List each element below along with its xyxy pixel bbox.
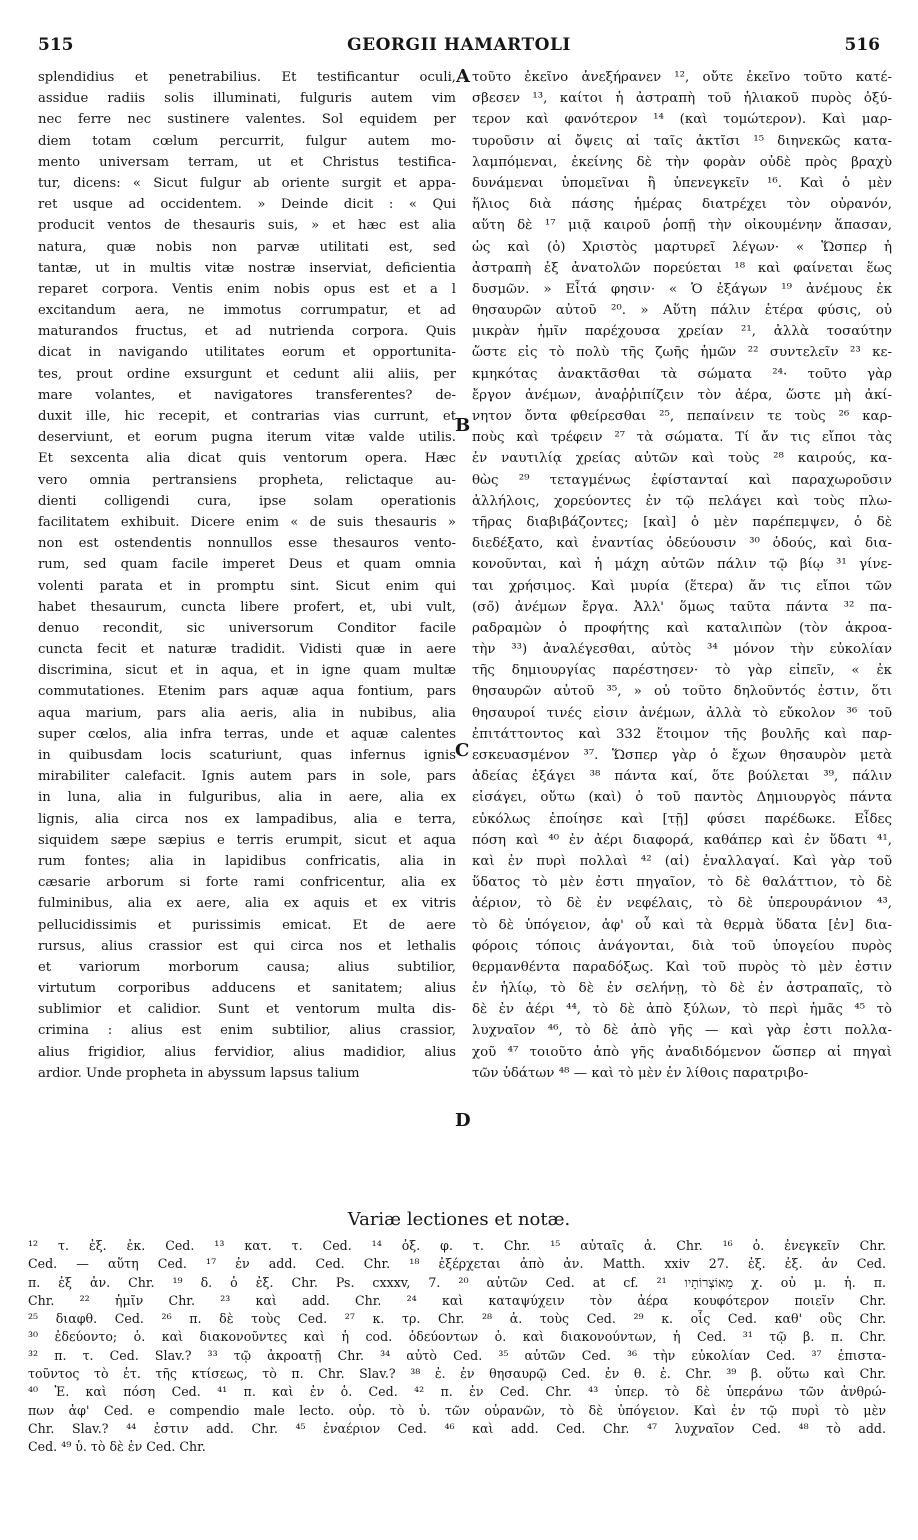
latin-text-line: in quibusdam locis scaturiunt, quas infernus ignis bbox=[38, 748, 456, 763]
footnote-line: Ced. ⁴⁹ ὑ. τὸ δὲ ἐν Ced. Chr. bbox=[28, 1439, 206, 1455]
latin-text-line: lignis, alia circa nos ex lampadibus, alia e terra, bbox=[38, 811, 456, 827]
greek-text-line: λυχναῖον ⁴⁶, τὸ δὲ ἀπὸ γῆς — καὶ γὰρ ἐστι πολλα- bbox=[472, 1023, 892, 1039]
greek-text-line: ἐπιτάττοντος καὶ 332 ἕτοιμον τῆς βουλῆς καὶ παρ- bbox=[472, 726, 892, 742]
running-title: GEORGII HAMARTOLI bbox=[347, 35, 571, 55]
greek-text-line: ἀλλήλοις, χορεύοντες ἐν τῷ πελάγει καὶ τοὺς πλω- bbox=[472, 493, 892, 509]
latin-text-line: aqua marium, pars alia aeris, alia in nubibus, alia bbox=[38, 705, 456, 721]
latin-text-line: alius frigidior, alius fervidior, alius madidior, alius bbox=[38, 1044, 456, 1060]
greek-text-line: (σο̃) ἀνέμων ἔργα. Ἀλλ' ὅμως ταῦτα πάντα ³² πα- bbox=[472, 599, 892, 615]
latin-text-line: mento universam terram, ut et Christus testifica- bbox=[38, 154, 456, 170]
greek-text-line: ἔργον ἀνέμων, ἀναῤῥιπίζειν τὸν ἀέρα, ὥστε μὴ ἀκί- bbox=[472, 387, 892, 403]
latin-text-line: producit ventos de thesauris suis, » et hæc est alia bbox=[38, 218, 456, 234]
greek-column bbox=[472, 67, 892, 1084]
latin-text-line: excitandum aera, ne immotus corrumpatur, et ad bbox=[38, 303, 456, 319]
latin-text-line: discrimina, sicut et in aqua, et in igne quam multæ bbox=[38, 663, 456, 679]
latin-text-line: cuncta fecit et naturæ tradidit. Vidisti quæ in aere bbox=[38, 642, 456, 658]
greek-text-line: τερον καὶ φανότερον ¹⁴ (καὶ τομώτερον). Καὶ μαρ- bbox=[472, 112, 892, 128]
greek-text-line: αὕτη δὲ ¹⁷ μιᾷ καιροῦ ῥοπῇ τὴν οἰκουμένην ἅπασαν, bbox=[472, 218, 892, 234]
greek-text-line: ὥστε εἰς τὸ πολὺ τῆς ζωῆς ἡμῶν ²² συντελεῖν ²³ κε- bbox=[472, 345, 892, 361]
greek-text-line: τὴν ³³) ἀναλέγεσθαι, αὐτὸς ³⁴ μόνον τὴν εὐκολίαν bbox=[472, 642, 892, 658]
footnote-line: πων ἀφ' Ced. e compendio male lecto. οὐρ. τὸ ὑ. τῶν οὐρανῶν, τὸ δὲ ὑπόγειον. Καὶ ἐν τῷ πυρὶ τὸ μὲν bbox=[28, 1402, 886, 1418]
latin-text-line: pellucidissimis et purissimis emicat. Et de aere bbox=[38, 917, 456, 933]
latin-text-line: commutationes. Etenim pars aquæ aqua fontium, pars bbox=[38, 684, 456, 700]
latin-text-line: ardior. Unde propheta in abyssum lapsus talium bbox=[38, 1065, 360, 1081]
section-marker-d: D bbox=[455, 1110, 471, 1131]
footnote-line: ⁴⁰ Ἐ. καὶ πόση Ced. ⁴¹ π. καὶ ἐν ὁ. Ced. ⁴² π. ἐν Ced. Chr. ⁴³ ὑπερ. τὸ δὲ ὑπεράνω τῶν ἀνθρώ- bbox=[28, 1384, 886, 1400]
latin-text-line: non est ostendentis nonnullos esse thesauros vento- bbox=[38, 536, 456, 552]
latin-text-line: siquidem sæpe sæpius e terris erumpit, sicut et aqua bbox=[38, 832, 456, 848]
page-header bbox=[38, 35, 880, 65]
greek-text-line: ἀδείας ἐξάγει ³⁸ πάντα καί, ὅτε βούλεται ³⁹, πάλιν bbox=[472, 769, 892, 785]
latin-text-line: cæsarie arborum si forte rami confricentur, alia ex bbox=[38, 875, 456, 891]
left-page-number: 515 bbox=[38, 35, 74, 55]
greek-text-line: σβεσεν ¹³, καίτοι ἡ ἀστραπὴ τοῦ ἡλιακοῦ πυρὸς ὀξύ- bbox=[472, 91, 892, 107]
greek-text-line: χοῦ ⁴⁷ τοιοῦτο ἀπὸ γῆς ἀναδιδόμενον ὥσπερ αἱ πηγαὶ bbox=[472, 1044, 892, 1060]
latin-text-line: et variorum morborum causa; alius subtilior, bbox=[38, 959, 456, 975]
greek-text-line: εσκευασμένον ³⁷. Ὥσπερ γὰρ ὁ ἔχων θησαυρὸν μετὰ bbox=[472, 748, 892, 763]
section-marker-b: B bbox=[455, 415, 471, 436]
latin-text-line: mirabiliter calefacit. Ignis autem pars in sole, pars bbox=[38, 769, 456, 785]
greek-text-line: ραδραμὼν ὁ προφήτης καὶ καταλιπὼν (τὸν ἀκροα- bbox=[472, 620, 892, 636]
latin-text-line: crimina : alius est enim subtilior, alius crassior, bbox=[38, 1023, 456, 1039]
latin-text-line: Et sexcenta alia dicat quis ventorum opera. Hæc bbox=[38, 451, 456, 467]
latin-text-line: super cœlos, alia infra terras, unde et aquæ calentes bbox=[38, 726, 456, 742]
latin-text-line: assidue radiis solis illuminati, fulguris autem vim bbox=[38, 91, 456, 107]
greek-text-line: ἥλιος διὰ πάσης ἡμέρας διατρέχει τὸν οὐρανόν, bbox=[472, 197, 892, 213]
greek-text-line: δὲ ἐν ἀέρι ⁴⁴, τὸ δὲ ἀπὸ ξύλων, τὸ περὶ ἡμᾶς ⁴⁵ τὸ bbox=[472, 1002, 892, 1018]
greek-text-line: ται χρήσιμος. Καὶ μυρία (ἕτερα) ἄν τις εἴποι τῶν bbox=[472, 578, 892, 594]
latin-text-line: sublimior et calidior. Sunt et ventorum multa dis- bbox=[38, 1002, 456, 1018]
footnote-line: ³² π. τ. Ced. Slav.? ³³ τῷ ἀκροατῇ Chr. ³⁴ αὐτὸ Ced. ³⁵ αὐτῶν Ced. ³⁶ τὴν εὐκολίαν Ced. ³⁷ ἐπιστα- bbox=[28, 1347, 886, 1363]
section-marker-c: C bbox=[455, 740, 470, 761]
greek-text-line: κμηκότας ἀνακτᾶσθαι τὰ σώματα ²⁴· τοῦτο γὰρ bbox=[472, 366, 892, 382]
greek-text-line: τοῦτο ἐκεῖνο ἀνεξήρανεν ¹², οὔτε ἐκεῖνο τοῦτο κατέ- bbox=[472, 70, 892, 85]
latin-text-line: rum, sed quam facile imperet Deus et quam omnia bbox=[38, 557, 456, 573]
greek-text-line: νητον ὄντα φθείρεσθαι ²⁵, πεπαίνειν τε τοὺς ²⁶ καρ- bbox=[472, 409, 892, 424]
greek-text-line: τῶν ὑδάτων ⁴⁸ — καὶ τὸ μὲν ἐν λίθοις παρατριβο- bbox=[472, 1065, 809, 1081]
footnotes bbox=[28, 1237, 886, 1457]
greek-text-line: πόση καὶ ⁴⁰ ἐν ἀέρι διαφορά, καθάπερ καὶ ἐν ὕδατι ⁴¹, bbox=[472, 832, 892, 848]
greek-text-line: ἐν ναυτιλίᾳ χρείας αὐτῶν καὶ τοὺς ²⁸ καιρούς, κα- bbox=[472, 451, 892, 467]
latin-text-line: rum fontes; alia in lapidibus confricatis, alia in bbox=[38, 853, 456, 869]
latin-text-line: deserviunt, et eorum pugna iterum vitæ valde utilis. bbox=[38, 430, 456, 446]
latin-text-line: dienti colligendi cura, ipse solam operationis bbox=[38, 493, 456, 509]
footnote-line: ³⁰ ἐδεύοντο; ὁ. καὶ διακονοῦντες καὶ ἡ cod. ὁδεύοντων ὁ. καὶ διακονούντων, ἡ Ced. ³¹ τῷ β. π. Chr. bbox=[28, 1329, 886, 1345]
greek-text-line: τῆς δημιουργίας παρέστησεν· τὸ γὰρ εἰπεῖν, « ἐκ bbox=[472, 663, 892, 679]
latin-column bbox=[38, 67, 456, 1084]
latin-text-line: ret usque ad occidentem. » Deinde dicit : « Qui bbox=[38, 197, 456, 213]
latin-text-line: fulminibus, alia ex aere, alia ex aquis et ex vitris bbox=[38, 896, 456, 912]
latin-text-line: diem totam cœlum percurrit, fulgur autem mo- bbox=[38, 133, 456, 149]
greek-text-line: ὡς καὶ (ὁ) Χριστὸς μαρτυρεῖ λέγων· « Ὥσπερ ἡ bbox=[472, 239, 892, 255]
latin-text-line: mare volantes, et navigatores transferentes? de- bbox=[38, 387, 456, 403]
greek-text-line: ποὺς καὶ τρέφειν ²⁷ τὰ σώματα. Τί ἄν τις εἴποι τὰς bbox=[472, 430, 892, 446]
footnote-line: Ced. — αὕτη Ced. ¹⁷ ἐν add. Ced. Chr. ¹⁸ ἐξέρχεται ἀπὸ ἀν. Matth. xxiv 27. ἐξ. ἐξ. ἀν Ced. bbox=[28, 1256, 886, 1272]
latin-text-line: natura, quæ nobis non parvæ utilitati est, sed bbox=[38, 239, 456, 255]
latin-text-line: nec ferre nec sustinere valentes. Sol equidem per bbox=[38, 112, 456, 128]
right-page-number: 516 bbox=[844, 35, 880, 55]
latin-text-line: in luna, alia in fulguribus, alia in aere, alia ex bbox=[38, 790, 456, 806]
latin-text-line: volenti parata et in promptu sint. Sicut enim qui bbox=[38, 578, 456, 594]
greek-text-line: τυροῦσιν αἱ ὄψεις αἱ ταῖς ἀκτῖσι ¹⁵ διηνεκῶς κατα- bbox=[472, 133, 892, 149]
latin-text-line: duxit ille, hic recepit, et contrarias vias currunt, et bbox=[38, 409, 456, 424]
greek-text-line: κονοῦνται, καὶ ἡ μάχη αὐτῶν πάλιν τῷ βίῳ ³¹ γίνε- bbox=[472, 557, 892, 573]
greek-text-line: λαμπόμεναι, ἐκείνης δὲ τὴν φορὰν οὐδὲ πρὸς βραχὺ bbox=[472, 154, 892, 170]
greek-text-line: ἐν ἡλίῳ, τὸ δὲ ἐν σελήνῃ, τὸ δὲ ἐν ἀστραπαῖς, τὸ bbox=[472, 981, 892, 997]
greek-text-line: ἀστραπὴ ἐξ ἀνατολῶν πορεύεται ¹⁸ καὶ φαίνεται ἕως bbox=[472, 260, 892, 276]
greek-text-line: δυσμῶν. » Εἶτά φησιν· « Ὁ ἐξάγων ¹⁹ ἀνέμους ἐκ bbox=[472, 281, 892, 297]
latin-text-line: habet thesaurum, cuncta libere profert, et, ubi vult, bbox=[38, 599, 456, 615]
greek-text-line: διεδέξατο, καὶ ἐναντίας ὁδεύουσιν ³⁰ ὁδούς, καὶ δια- bbox=[472, 536, 892, 552]
latin-text-line: rursus, alius crassior est qui circa nos et lethalis bbox=[38, 938, 456, 954]
footnote-line: ¹² τ. ἐξ. ἐκ. Ced. ¹³ κατ. τ. Ced. ¹⁴ ὀξ. φ. τ. Chr. ¹⁵ αὐταῖς ἀ. Chr. ¹⁶ ὁ. ἐνεγκεῖν Chr. bbox=[28, 1238, 886, 1253]
footnote-line: Chr. ²² ἡμῖν Chr. ²³ καὶ add. Chr. ²⁴ καὶ καταψύχειν τὸν ἀέρα κουφότερον ποιεῖν Chr. bbox=[28, 1292, 886, 1308]
greek-text-line: εὐκόλως ἐποίησε καὶ [τῇ] φύσει παρέδωκε. Εἶδες bbox=[472, 811, 892, 827]
latin-text-line: reparet corpora. Ventis enim nobis opus est et a l bbox=[38, 281, 456, 297]
notes-title: Variæ lectiones et notæ. bbox=[347, 1209, 571, 1230]
greek-text-line: ἀέριον, τὸ δὲ ἐν νεφέλαις, τὸ δὲ ὑπερουράνιον ⁴³, bbox=[472, 896, 892, 912]
latin-text-line: denuo recondit, sic universorum Conditor facile bbox=[38, 620, 456, 636]
greek-text-line: θησαυροί τινές εἰσιν ἀνέμων, ἀλλὰ τὸ εὔκολον ³⁶ τοῦ bbox=[472, 705, 892, 721]
latin-text-line: dicat in navigando utilitates eorum et opportunita- bbox=[38, 345, 456, 361]
footnote-line: τοῦντος τὸ ἑτ. τῆς κτίσεως, τὸ π. Chr. Slav.? ³⁸ ἐ. ἐν θησαυρῷ Ced. ἐν θ. ἐ. Chr. ³⁹ β. οὕτω καὶ Chr. bbox=[28, 1366, 886, 1382]
greek-text-line: μικρὰν ἡμῖν παρέχουσα χρείαν ²¹, ἀλλὰ τοσαύτην bbox=[472, 324, 892, 340]
latin-text-line: facilitatem exhibuit. Dicere enim « de suis thesauris » bbox=[38, 514, 456, 530]
latin-text-line: maturandos fructus, et ad nutrienda corpora. Quis bbox=[38, 324, 456, 340]
latin-text-line: tur, dicens: « Sicut fulgur ab oriente surgit et appa- bbox=[38, 175, 456, 191]
footnote-line: ²⁵ διαφθ. Ced. ²⁶ π. δὲ τοὺς Ced. ²⁷ κ. τρ. Chr. ²⁸ ἀ. τοὺς Ced. ²⁹ κ. οἷς Ced. καθ' οὓς Chr. bbox=[28, 1311, 886, 1327]
greek-text-line: θὼς ²⁹ τεταγμένως ἐφίστανταί καὶ παραχωροῦσιν bbox=[472, 472, 892, 488]
footnote-line: π. ἐξ ἀν. Chr. ¹⁹ δ. ὁ ἐξ. Chr. Ps. cxxxv, 7. ²⁰ αὐτῶν Ced. at cf. מֵאוֹצְרוֹתָיו ²¹ χ. οὐ μ. ἡ. π. bbox=[28, 1274, 886, 1290]
footnote-line: Chr. Slav.? ⁴⁴ ἐστιν add. Chr. ⁴⁵ ἐναέριον Ced. ⁴⁶ καὶ add. Ced. Chr. ⁴⁷ λυχναῖον Ced. ⁴⁸ τὸ add. bbox=[28, 1420, 886, 1436]
latin-text-line: tes, prout ordine exsurgunt et cedunt alii aliis, per bbox=[38, 366, 456, 382]
latin-text-line: virtutum corporibus adducens et sanitatem; alius bbox=[38, 981, 456, 997]
latin-text-line: splendidius et penetrabilius. Et testificantur oculi, bbox=[38, 70, 456, 85]
greek-text-line: θησαυρῶν αὐτοῦ ²⁰. » Αὕτη πάλιν ἑτέρα φύσις, οὐ bbox=[472, 303, 892, 319]
greek-text-line: φόροις τόποις ἀνάγονται, διὰ τοῦ ὑπογείου πυρὸς bbox=[472, 938, 892, 954]
greek-text-line: τὸ δὲ ὑπόγειον, ἀφ' οὗ καὶ τὰ θερμὰ ὕδατα [ἐν] δια- bbox=[472, 917, 892, 933]
greek-text-line: καὶ ἐν πυρὶ πολλαὶ ⁴² (αἱ) ἐναλλαγαί. Καὶ γὰρ τοῦ bbox=[472, 853, 892, 869]
greek-text-line: ὕδατος τὸ μὲν ἐστι πηγαῖον, τὸ δὲ θαλάττιον, τὸ δὲ bbox=[472, 875, 892, 891]
greek-text-line: θησαυρῶν αὐτοῦ ³⁵, » οὐ τοῦτο δηλοῦντός ἐστιν, ὅτι bbox=[472, 684, 892, 700]
greek-text-line: δυνάμεναι ὑπομεῖναι ἢ ὑπενεγκεῖν ¹⁶. Καὶ ὁ μὲν bbox=[472, 175, 892, 191]
greek-text-line: τῆρας διαβιβάζοντες; [καὶ] ὁ μὲν παρέπεμψεν, ὁ δὲ bbox=[472, 514, 892, 530]
section-marker-a: A bbox=[456, 66, 470, 87]
greek-text-line: θερμανθέντα παραδόξως. Καὶ τοῦ πυρὸς τὸ μὲν ἐστιν bbox=[472, 959, 892, 975]
greek-text-line: εἰσάγει, οὕτω (καὶ) ὁ τοῦ παντὸς Δημιουργὸς πάντα bbox=[472, 790, 892, 806]
latin-text-line: vero omnia pertransiens propheta, relictaque au- bbox=[38, 472, 456, 488]
latin-text-line: tantæ, ut in multis vitæ nostræ inserviat, deficientia bbox=[38, 260, 456, 276]
